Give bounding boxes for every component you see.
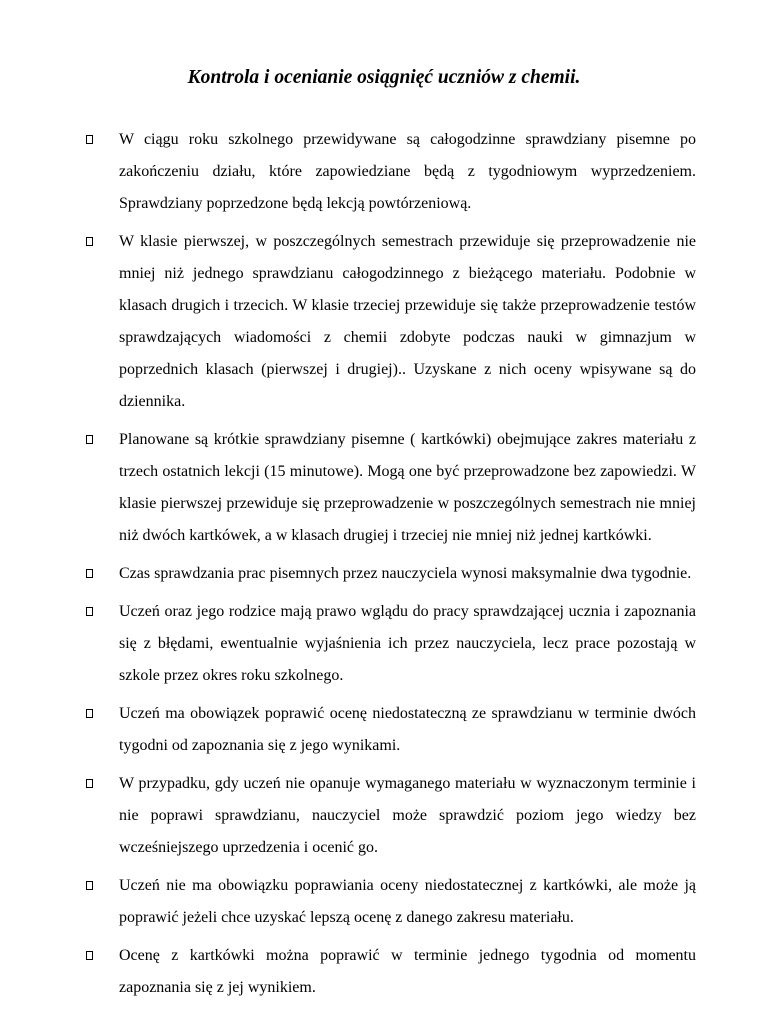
rules-list [0,124,768,1010]
list-item [0,424,768,552]
list-item-text: Planowane są krótkie sprawdziany pisemne ( kartkówki) obejmujące zakres materiału z trzech ostatnich lekcji (15 minutowe). Mogą one być przeprowadzone bez zapowiedzi. W klasie pierwszej przewiduje się przeprowadzenie w poszczególnych semestrach nie mniej niż dwóch kartkówek, a w klasach drugiej i trzeciej nie mniej niż jednej kartkówki. [119,431,696,544]
page-title: Kontrola i ocenianie osiągnięć uczniów z chemii. [187,67,581,88]
square-bullet-icon [85,870,99,902]
list-item-text: Czas sprawdzania prac pisemnych przez nauczyciela wynosi maksymalnie dwa tygodnie. [119,565,692,582]
square-bullet-icon [85,940,99,972]
list-item-text: Uczeń oraz jego rodzice mają prawo wglądu do pracy sprawdzającej ucznia i zapoznania się z błędami, ewentualnie wyjaśnienia ich przez nauczyciela, lecz prace pozostają w szkole przez okres roku szkolnego. [119,603,696,684]
list-item [0,226,768,418]
list-item-text: Ocenę z kartkówki można poprawić w terminie jednego tygodnia od momentu zapoznania się z jej wynikiem. [119,947,696,996]
list-item [0,558,768,590]
list-item-text: W ciągu roku szkolnego przewidywane są całogodzinne sprawdziany pisemne po zakończeniu działu, które zapowiedziane będą z tygodniowym wyprzedzeniem. Sprawdziany poprzedzone będą lekcją powtórzeniową. [119,131,696,212]
list-item [0,768,768,864]
list-item [0,124,768,220]
square-bullet-icon [85,698,99,730]
square-bullet-icon [85,768,99,800]
list-item [0,870,768,934]
square-bullet-icon [85,124,99,156]
square-bullet-icon [85,558,99,590]
list-item-text: W klasie pierwszej, w poszczególnych semestrach przewiduje się przeprowadzenie nie mniej niż jednego sprawdzianu całogodzinnego z bieżącego materiału. Podobnie w klasach drugich i trzecich. W klasie trzeciej przewiduje się także przeprowadzenie testów sprawdzających wiadomości z chemii zdobyte podczas nauki w gimnazjum w poprzednich klasach (pierwszej i drugiej).. Uzyskane z nich oceny wpisywane są do dziennika. [119,233,696,410]
square-bullet-icon [85,226,99,258]
list-item-text: W przypadku, gdy uczeń nie opanuje wymaganego materiału w wyznaczonym terminie i nie poprawi sprawdzianu, nauczyciel może sprawdzić poziom jego wiedzy bez wcześniejszego uprzedzenia i ocenić go. [119,775,696,856]
square-bullet-icon [85,424,99,456]
list-item [0,940,768,1004]
list-item-text: Uczeń nie ma obowiązku poprawiania oceny niedostatecznej z kartkówki, ale może ją poprawić jeżeli chce uzyskać lepszą ocenę z danego zakresu materiału. [119,877,696,926]
square-bullet-icon [85,596,99,628]
list-item-text: Uczeń ma obowiązek poprawić ocenę niedostateczną ze sprawdzianu w terminie dwóch tygodni od zapoznania się z jego wynikami. [119,705,696,754]
list-item [0,596,768,692]
list-item [0,698,768,762]
